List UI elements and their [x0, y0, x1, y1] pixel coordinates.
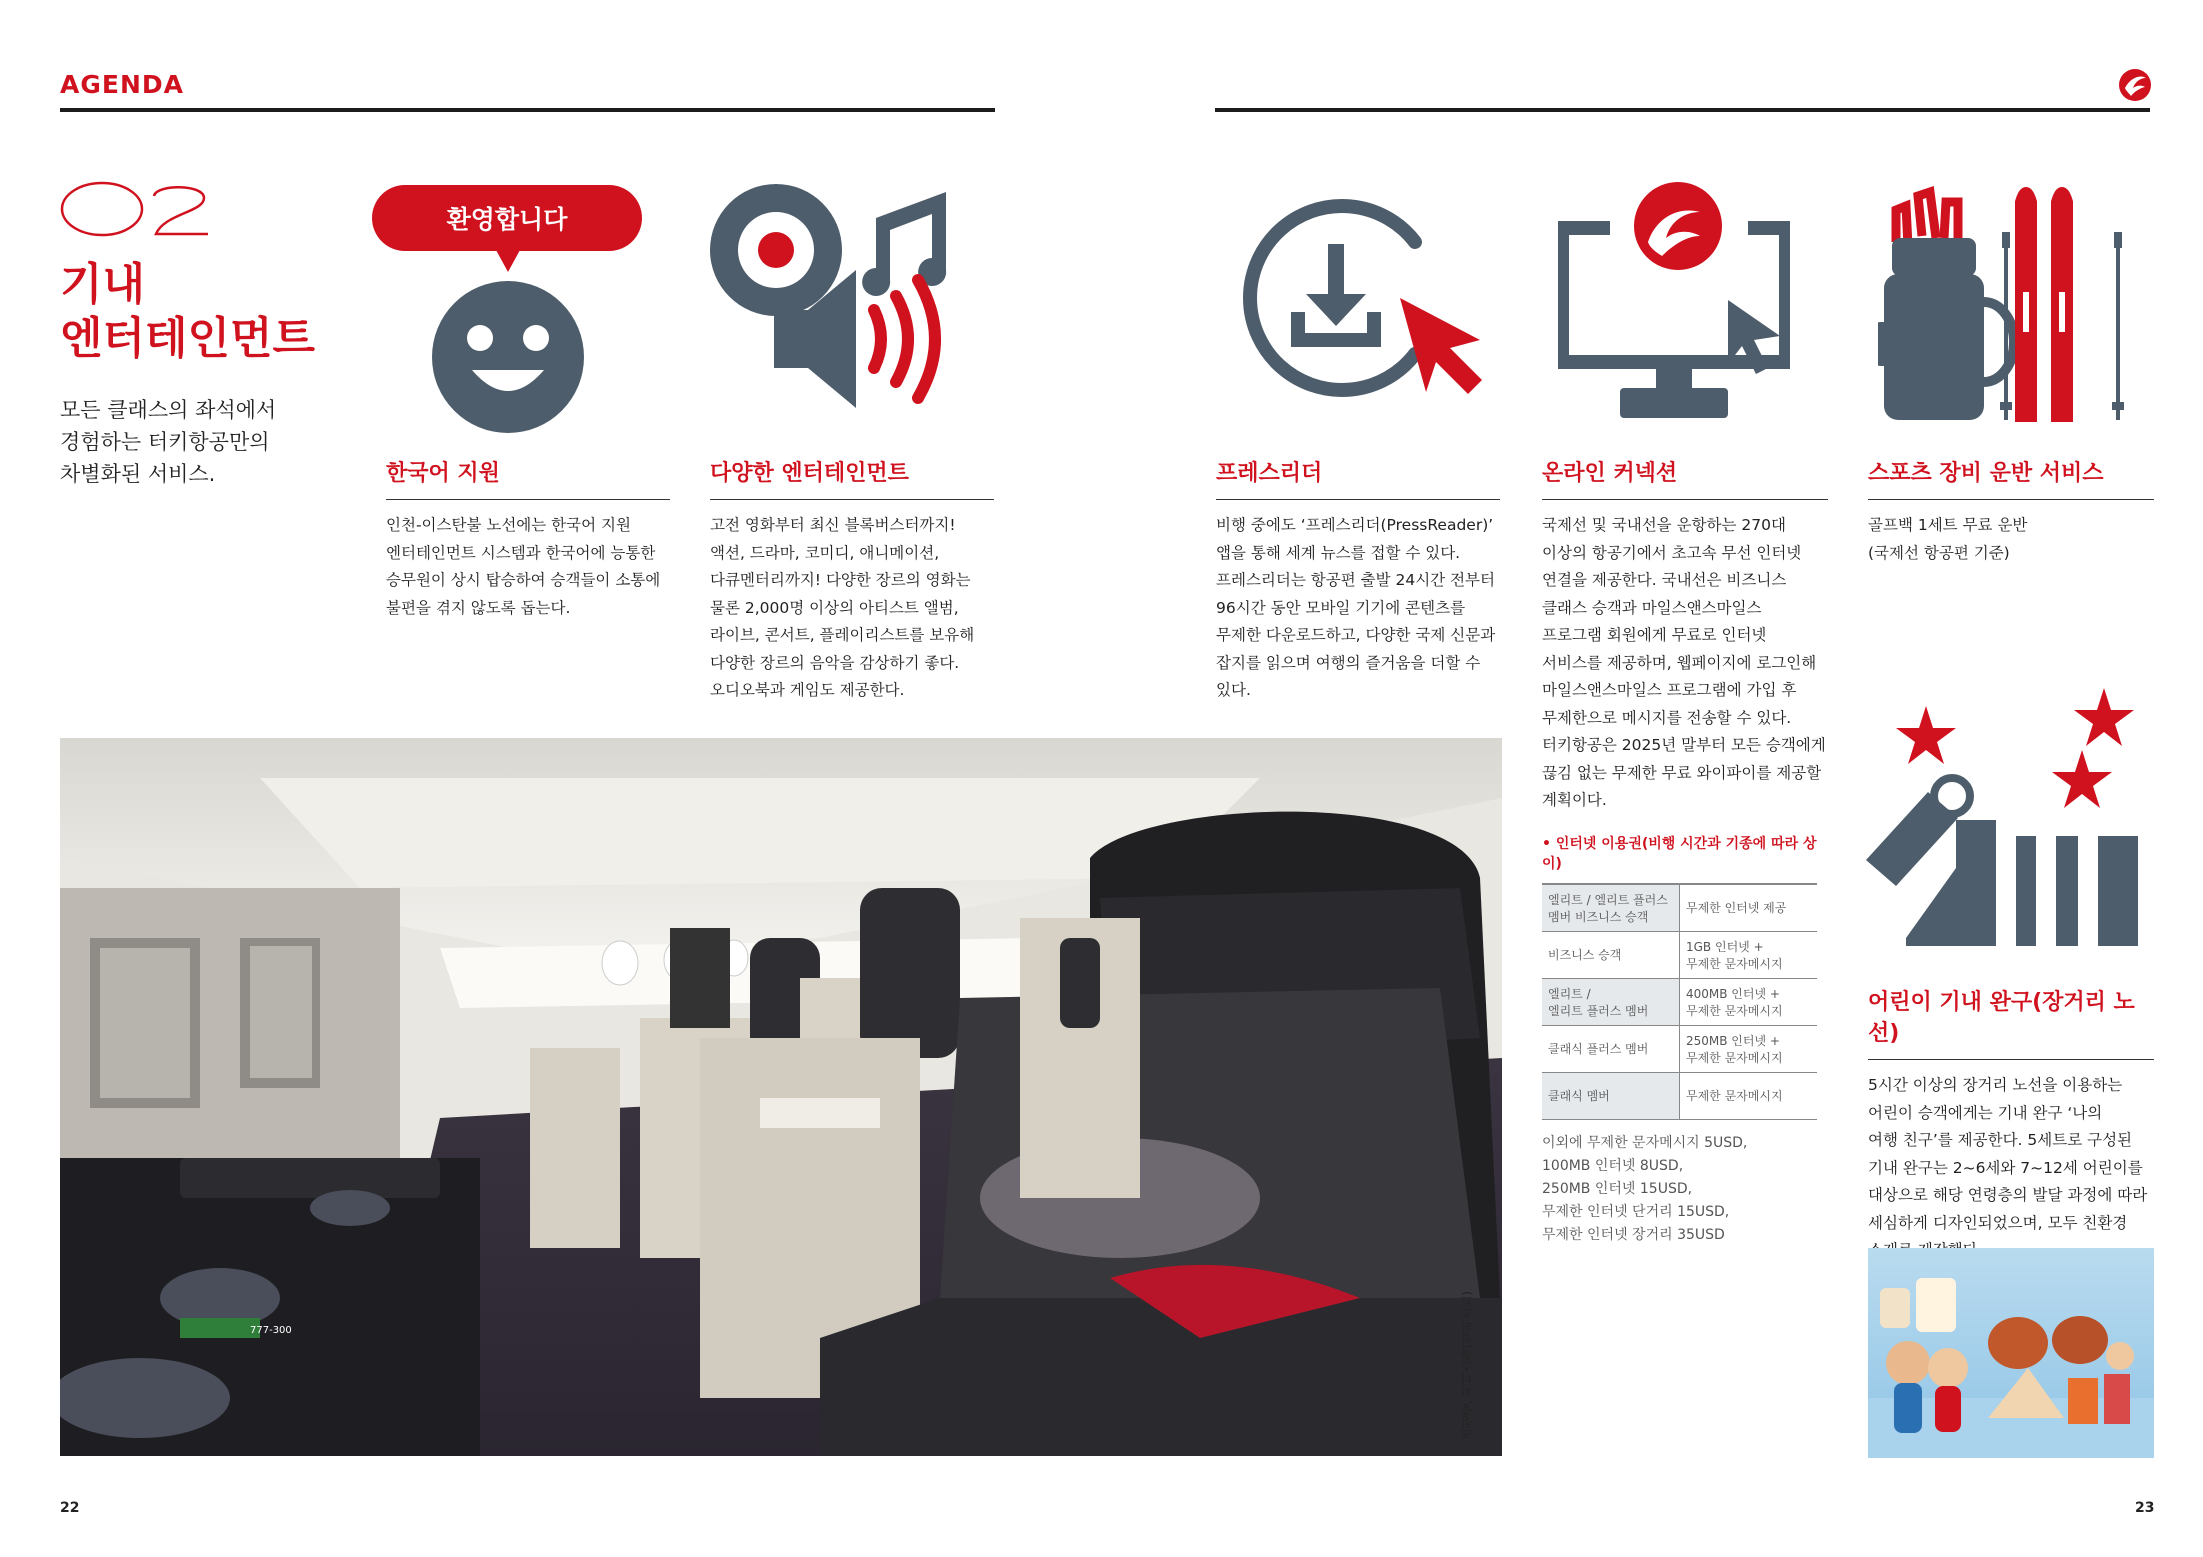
feature-title: 프레스리더 [1216, 456, 1500, 500]
kids-toys-photo [1868, 1248, 2154, 1458]
feature-pressreader [1216, 456, 1500, 705]
feature-body [386, 512, 670, 622]
body-line: 액션, 드라마, 코미디, 애니메이션, [710, 543, 940, 562]
body-line: 인천-이스탄불 노선에는 한국어 지원 [386, 516, 631, 534]
page-number-right: 23 [2135, 1500, 2155, 1516]
body-line: 국제선 및 국내선을 운항하는 270대 [1542, 516, 1786, 534]
table-row [1542, 978, 1817, 1025]
body-line: 무제한 다운로드하고, 다양한 국제 신문과 [1216, 626, 1496, 644]
body-line: 이상의 항공기에서 초고속 무선 인터넷 [1542, 543, 1802, 562]
lead-text [60, 394, 276, 490]
body-line: (국제선 항공편 기준) [1868, 543, 2010, 562]
body-line: 골프백 1세트 무료 운반 [1868, 516, 2028, 534]
body-line: 비행 중에도 ‘프레스리더(PressReader)’ [1216, 516, 1494, 534]
body-line: 무제한으로 메시지를 전송할 수 있다. [1542, 708, 1792, 727]
section-header: AGENDA [60, 70, 184, 99]
body-line: 승무원이 상시 탑승하여 승객들이 소통에 [386, 571, 661, 589]
body-line: 프로그램 회원에게 무료로 인터넷 [1542, 626, 1767, 644]
body-line: 불편을 겪지 않도록 돕는다. [386, 598, 571, 617]
header-rule-left [60, 108, 995, 112]
business-class-cabin-photo [60, 738, 1502, 1456]
seat-tag-text: 777-300 [250, 1325, 292, 1336]
table-cell: 클래식 멤버 [1542, 1072, 1680, 1119]
feature-sports-equipment [1868, 456, 2154, 567]
note-line: 이외에 무제한 문자메시지 5USD, [1542, 1134, 1748, 1151]
feature-body [1216, 512, 1500, 705]
online-connection-icon [1558, 180, 1790, 422]
table-row [1542, 1025, 1817, 1072]
body-line: 연결을 제공한다. 국내선은 비즈니스 [1542, 571, 1787, 589]
body-line: 5시간 이상의 장거리 노선을 이용하는 [1868, 1076, 2123, 1094]
body-line: 클래스 승객과 마일스앤스마일스 [1542, 598, 1762, 617]
table-cell: 무제한 인터넷 제공 [1680, 884, 1818, 932]
title-line-2: 엔터테인먼트 [60, 313, 316, 364]
body-line: 96시간 동안 모바일 기기에 콘텐츠를 [1216, 598, 1466, 617]
page-title [60, 258, 315, 366]
body-line: 기내 완구는 2~6세와 7~12세 어린이를 [1868, 1158, 2143, 1177]
welcome-bubble-text: 환영합니다 [446, 205, 568, 234]
body-line: 엔터테인먼트 시스템과 한국어에 능통한 [386, 543, 656, 562]
body-line: 세심하게 디자인되었으며, 모두 친환경 [1868, 1213, 2128, 1232]
korean-support-icon [372, 182, 644, 437]
note-line: 무제한 인터넷 단거리 15USD, [1542, 1203, 1730, 1220]
feature-title: 다양한 엔터테인먼트 [710, 456, 994, 500]
body-line: 여행 친구’를 제공한다. 5세트로 구성된 [1868, 1131, 2133, 1149]
internet-pass-heading: • 인터넷 이용권(비행 시간과 기종에 따라 상이) [1542, 835, 1817, 872]
body-line: 서비스를 제공하며, 웹페이지에 로그인해 [1542, 653, 1817, 672]
body-line: 프레스리더는 항공편 출발 24시간 전부터 [1216, 571, 1496, 589]
body-line: 라이브, 콘서트, 플레이리스트를 보유해 [710, 626, 975, 644]
feature-body [1542, 512, 1828, 815]
feature-entertainment [710, 456, 994, 705]
entertainment-icon [708, 180, 958, 420]
feature-online-connection [1542, 456, 1828, 1247]
body-line: 계획이다. [1542, 791, 1607, 809]
feature-body [1868, 1072, 2154, 1265]
table-cell: 1GB 인터넷 + 무제한 문자메시지 [1680, 931, 1818, 978]
feature-title: 스포츠 장비 운반 서비스 [1868, 456, 2154, 500]
body-line: 대상으로 해당 연령층의 발달 과정에 따라 [1868, 1186, 2148, 1204]
body-line: 다큐멘터리까지! 다양한 장르의 영화는 [710, 571, 971, 589]
note-line: 250MB 인터넷 15USD, [1542, 1180, 1693, 1197]
table-cell: 엘리트 / 엘리트 플러스 멤버 [1542, 978, 1680, 1025]
internet-pass-table [1542, 883, 1817, 1120]
feature-title: 온라인 커넥션 [1542, 456, 1828, 500]
photo-credit: 조성중, 셔터스톡(일러스트) [1460, 1291, 1474, 1440]
feature-title: 한국어 지원 [386, 456, 670, 500]
feature-kids-toys [1868, 985, 2154, 1265]
table-cell: 클래식 플러스 멤버 [1542, 1025, 1680, 1072]
turkish-airlines-logo-icon [2118, 68, 2152, 102]
feature-body [1868, 512, 2154, 567]
body-line: 고전 영화부터 최신 블록버스터까지! [710, 516, 956, 534]
body-line: 터키항공은 2025년 말부터 모든 승객에게 [1542, 736, 1826, 754]
note-line: 100MB 인터넷 8USD, [1542, 1157, 1684, 1174]
section-number-graphic [60, 178, 212, 244]
table-row [1542, 884, 1817, 932]
body-line: 어린이 승객에게는 기내 완구 ‘나의 [1868, 1103, 2103, 1122]
body-line: 잡지를 읽으며 여행의 즐거움을 더할 수 [1216, 653, 1481, 672]
note-line: 무제한 인터넷 장거리 35USD [1542, 1226, 1725, 1243]
lead-line: 차별화된 서비스. [60, 462, 216, 486]
feature-title: 어린이 기내 완구(장거리 노선) [1868, 985, 2154, 1060]
lead-line: 경험하는 터키항공만의 [60, 430, 270, 454]
gift-stars-icon [1866, 688, 2142, 950]
table-cell: 무제한 문자메시지 [1680, 1072, 1818, 1119]
body-line: 있다. [1216, 681, 1251, 699]
table-cell: 엘리트 / 엘리트 플러스 멤버 비즈니스 승객 [1542, 884, 1680, 932]
lead-line: 모든 클래스의 좌석에서 [60, 398, 277, 422]
sports-equipment-icon [1878, 182, 2128, 422]
body-line: 물론 2,000명 이상의 아티스트 앨범, [710, 598, 959, 617]
body-line: 마일스앤스마일스 프로그램에 가입 후 [1542, 681, 1797, 699]
table-cell: 비즈니스 승객 [1542, 931, 1680, 978]
body-line: 오디오북과 게임도 제공한다. [710, 681, 905, 699]
download-icon [1240, 198, 1490, 398]
page-number-left: 22 [60, 1500, 80, 1516]
header-rule-right [1215, 108, 2150, 112]
table-row [1542, 931, 1817, 978]
body-line: 끊김 없는 무제한 무료 와이파이를 제공할 [1542, 763, 1822, 782]
table-row [1542, 1072, 1817, 1119]
title-line-1: 기내 [60, 259, 146, 310]
table-cell: 400MB 인터넷 + 무제한 문자메시지 [1680, 978, 1818, 1025]
body-line: 앱을 통해 세계 뉴스를 접할 수 있다. [1216, 543, 1461, 562]
body-line: 다양한 장르의 음악을 감상하기 좋다. [710, 653, 960, 672]
internet-price-notes [1542, 1132, 1828, 1247]
feature-body [710, 512, 994, 705]
table-cell: 250MB 인터넷 + 무제한 문자메시지 [1680, 1025, 1818, 1072]
feature-korean-support [386, 456, 670, 622]
